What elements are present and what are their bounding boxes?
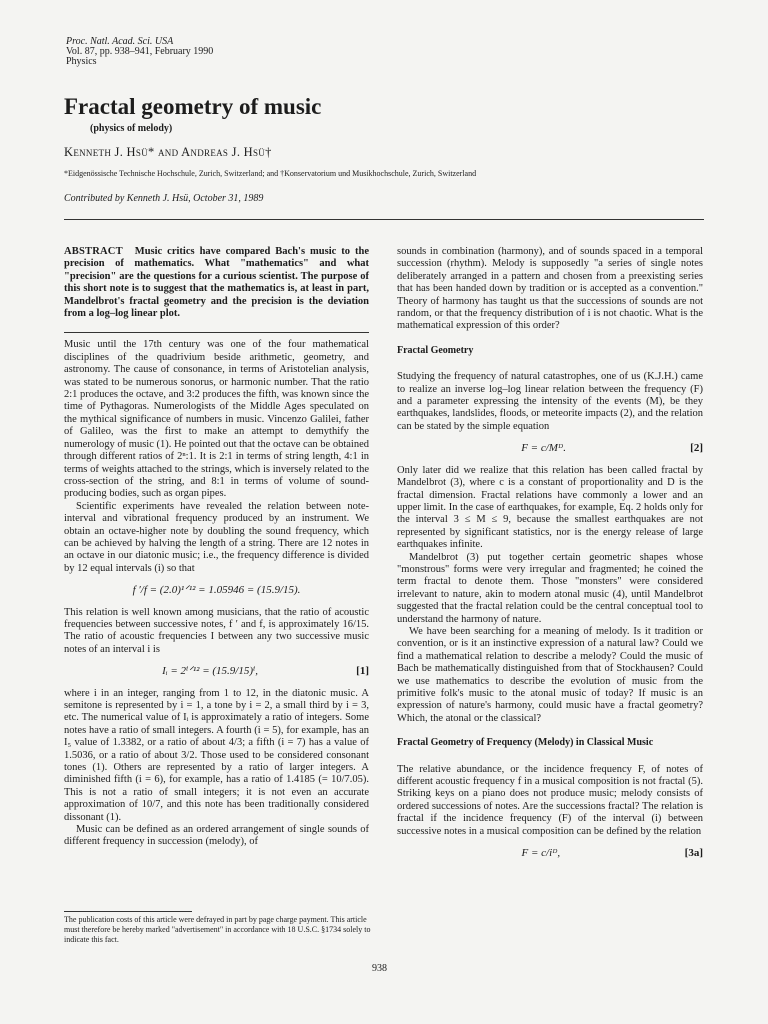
right-column <box>397 246 703 869</box>
paragraph: where i in an integer, ranging from 1 to 12, in the diatonic music. A semitone is represented by i = 1, a tone by i = 2, a small third by i = 3, etc. The numerical value of Iᵢ is approximately a ratio of integers. Some notes have a ratio of small integers. A fourth (i = 5), for example, has an I₅ value of 1.3382, or a ratio of about 4/3; a fifth (i = 7) has a value of 1.5036, or a ratio of about 3/2. Those used to be considered consonant tones (1). Others are represented by a ratio of larger integers. A diminished fifth (i = 6), for example, has a ratio of 1.4185 (= 10/7.05). This is not a ratio of small integers; it is not even an accurate approximation of 10/7, and this note has been traditionally considered dissonant (1). <box>64 687 369 823</box>
equation-1 <box>64 665 369 677</box>
affiliation: *Eidgenössische Technische Hochschule, Zurich, Switzerland; and †Konservatorium und Musikhochschule, Zurich, Switzerland <box>64 169 477 178</box>
equation-2 <box>397 442 703 454</box>
equation-expression: F = c/Mᴰ. <box>521 442 566 455</box>
page-number: 938 <box>372 963 387 974</box>
author-list: Kenneth J. Hsü* and Andreas J. Hsü† <box>64 145 272 159</box>
paragraph: Only later did we realize that this relation has been called fractal by Mandelbrot (3), where c is a constant of proportionality and D is the fractal dimension. Fractal relations have commonly a lower and an upper limit. In the case of earthquakes, for example, Eq. 2 holds only for the interval 3 ≤ M ≤ 9, because the smallest earthquakes are not represented by significant statistics, nor is the energy release of large earthquakes infinite. <box>397 464 703 551</box>
journal-section: Physics <box>66 56 97 67</box>
paragraph: Studying the frequency of natural catastrophes, one of us (K.J.H.) came to realize an inverse log–log linear relation between the frequency (F) and a parameter expressing the intensity of the events (M), be they earthquakes, landslides, floods, or meteorite impacts (2), and the relation can be stated by the simple equation <box>397 371 703 432</box>
equation <box>64 584 369 596</box>
paragraph: Scientific experiments have revealed the relation between note-interval and vibrational frequency produced by an instrument. We obtain an octave-higher note by doubling the sound frequency, which can be achieved by halving the length of a string. There are 12 notes in an octave in our diatonic music; i.e., the frequency difference is divided by 12 equal intervals (i) so that <box>64 500 369 574</box>
equation-number: [3a] <box>684 847 703 860</box>
journal-header <box>66 37 213 67</box>
abstract-text: Music critics have compared Bach's music to the precision of mathematics. What "mathematics" and what "precision" are the questions for a curious scientist. The purpose of this short note is to suggest that the mathematics is, at least in part, Mandelbrot's fractal geometry and the precision is the deviation from a log–log linear plot. <box>64 246 369 320</box>
article-subtitle: (physics of melody) <box>90 123 173 134</box>
journal-volume: Vol. 87, pp. 938–941, February 1990 <box>66 46 214 57</box>
equation-expression: F = c/iᴰ, <box>521 847 561 860</box>
paragraph: Mandelbrot (3) put together certain geometric shapes whose "monstrous" forms were very irregular and fragmented; he coined the term fractal to denote them. Those "monsters" were considered irrelevant to nature, akin to modern atonal music (4), until Mandelbrot suggested that the fractal relation could be the central conceptual tool to understand the harmony of nature. <box>397 551 703 625</box>
paragraph: The relative abundance, or the incidence frequency F, of notes of different acoustic frequency f in a musical composition is not fractal (5). Striking keys on a piano does not produce music; melody consists of ordered successions of notes. Are the successions fractal? The relation is fractal if the incidence frequency (F) of the interval (i) between successive notes in a musical composition can be defined by the relation <box>397 763 703 837</box>
journal-name: Proc. Natl. Acad. Sci. USA <box>66 36 174 47</box>
paragraph: Music until the 17th century was one of the four mathematical disciplines of the quadrivium beside arithmetic, geometry, and astronomy. The cause of consonance, in terms of Aristotelian analysis, was stated to be numerous sonorus, or harmonic number. That the ratio 2:1 produces the octave, and 3:2 produces the fifth, was known since the time of Pythagoras. Numerologists of the Middle Ages speculated on the mythical significance of numbers in music. Vincenzo Galilei, father of Galileo, was the first to make an attempt to demythify the numerology of music (1). He pointed out that the octave can be obtained through different ratios of 2ⁿ:1. It is 2:1 in terms of string length, 4:1 in terms of weights attached to the strings, which is inversely related to the cross-section of the string, and 8:1 in terms of volume of sound-producing bodies, such as organ pipes. <box>64 339 369 500</box>
abstract-divider <box>64 332 369 333</box>
paragraph: sounds in combination (harmony), and of sounds spaced in a temporal succession (rhythm). Melody is supposedly "a series of single notes deliberately arranged in a pattern and chosen from a preexisting series that has been handed down by tradition or is accepted as a convention." Theory of harmony has taught us that the successions of sounds are not random, or that the frequency distribution of i is not chaotic. What is the mathematical expression of this order? <box>397 246 703 332</box>
equation-number: [1] <box>356 665 369 678</box>
section-heading: Fractal Geometry of Frequency (Melody) in Classical Music <box>397 737 654 749</box>
equation-expression: f ′/f = (2.0)¹ᐟ¹² = 1.05946 = (15.9/15). <box>132 584 301 597</box>
abstract-label: ABSTRACT <box>64 246 123 257</box>
equation-expression: Iᵢ = 2ⁱᐟ¹² = (15.9/15)ⁱ, <box>162 665 258 678</box>
footnote-divider <box>64 911 192 912</box>
paragraph: This relation is well known among musicians, that the ratio of acoustic frequencies between successive notes, f ′ and f, is approximately 16/15. The ratio of acoustic frequencies I between any two successive music notes of an interval i is <box>64 606 369 655</box>
paragraph: We have been searching for a meaning of melody. Is it tradition or convention, or is it an instinctive expression of a natural law? Could we find a mathematical relation to describe a melody? Could the music of Bach be mathematically distinguished from that of Stockhausen? Could we use mathematics to describe the evolution of music from the primitive folk's music to the atonal music of today? If music is an expression of nature's harmony, could music have a fractal geometry? Which, the atonal or the classical? <box>397 625 703 724</box>
footnote: The publication costs of this article were defrayed in part by page charge payment. This article must therefore be hereby marked "advertisement" in accordance with 18 U.S.C. §1734 solely to indicate this fact. <box>64 915 371 944</box>
equation-number: [2] <box>690 442 703 455</box>
header-divider <box>64 219 704 220</box>
article-title: Fractal geometry of music <box>64 94 322 119</box>
section-heading: Fractal Geometry <box>397 344 474 356</box>
paragraph: Music can be defined as an ordered arrangement of single sounds of different frequency in succession (melody), of <box>64 824 369 848</box>
contributed-note: Contributed by Kenneth J. Hsü, October 31, 1989 <box>64 193 264 204</box>
equation-3a <box>397 847 703 859</box>
left-column <box>64 246 369 849</box>
abstract <box>64 246 369 320</box>
